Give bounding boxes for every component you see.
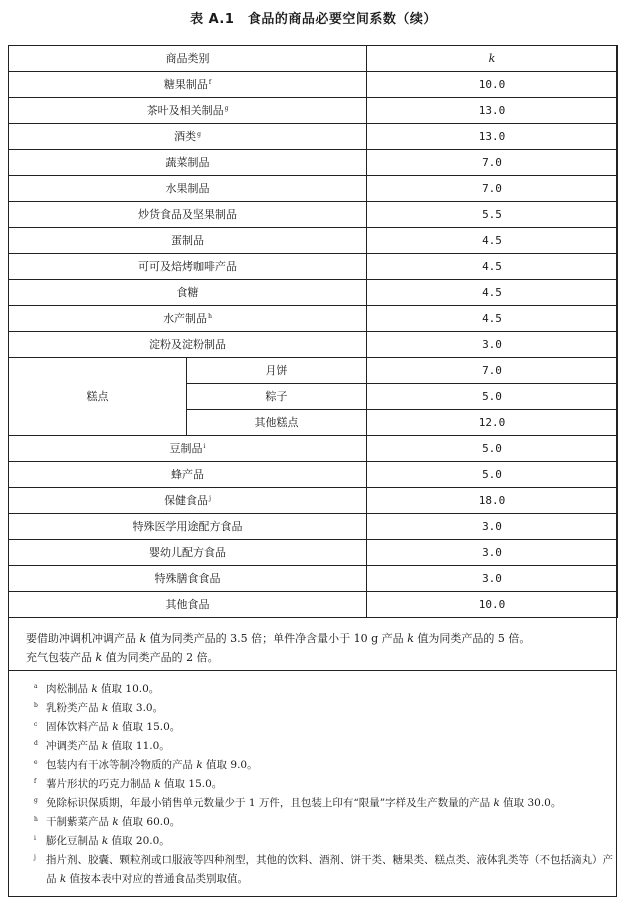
note-line-1: 要借助冲调机冲调产品 k 值为同类产品的 3.5 倍；单件净含量小于 10 g 产品 k 值为同类产品的 5 倍。 xyxy=(26,632,531,645)
k-value-cell-text: 12.0 xyxy=(478,415,506,429)
k-value-cell xyxy=(367,280,618,306)
footnote-item xyxy=(34,680,614,699)
footnote-mark: h xyxy=(34,816,38,823)
category-cell xyxy=(9,72,367,98)
k-value-cell-text: 3.0 xyxy=(482,519,502,533)
k-value-cell xyxy=(367,566,618,592)
k-value-cell-text: 5.0 xyxy=(482,441,502,455)
table-row xyxy=(9,514,618,540)
footnote-text: 值取 30.0。 xyxy=(499,797,562,809)
k-symbol: k xyxy=(196,759,203,771)
category-cell xyxy=(9,566,367,592)
k-value-cell xyxy=(367,436,618,462)
footnote-item xyxy=(34,832,614,851)
footnote-item xyxy=(34,813,614,832)
footnote-text: 免除标识保质期，年最小销售单元数量少于 1 万件，且包装上印有“限量”字样及生产数量的产品 xyxy=(46,797,494,809)
k-value-cell-text: 5.5 xyxy=(482,207,502,221)
k-symbol: k xyxy=(59,873,67,885)
footnote-item xyxy=(34,851,614,889)
footnote-mark: i xyxy=(34,835,36,842)
footnote-separator xyxy=(8,670,617,671)
k-value-cell xyxy=(367,358,618,384)
table-row xyxy=(9,124,618,150)
footnote-text: 值取 20.0。 xyxy=(108,835,170,847)
category-cell-text: 特殊医学用途配方食品 xyxy=(132,519,243,533)
subcategory-cell xyxy=(187,384,367,410)
subcategory-cell-text: 粽子 xyxy=(265,389,288,403)
table-row xyxy=(9,72,618,98)
footnote-item xyxy=(34,718,614,737)
k-value-cell-text: 5.0 xyxy=(482,389,502,403)
subcategory-cell xyxy=(187,410,367,436)
footnote-mark: f xyxy=(208,78,212,86)
table-row xyxy=(9,98,618,124)
k-value-cell xyxy=(367,332,618,358)
table-row xyxy=(9,176,618,202)
category-cell-text: 蛋制品 xyxy=(171,233,204,247)
table-row xyxy=(9,280,618,306)
footnote-text: 值取 60.0。 xyxy=(118,816,181,828)
category-cell-text: 豆制品 xyxy=(169,441,203,455)
k-value-cell xyxy=(367,98,618,124)
k-value-cell-text: 7.0 xyxy=(482,181,502,195)
k-value-cell xyxy=(367,228,618,254)
k-value-cell-text: 13.0 xyxy=(478,103,506,117)
footnote-text: 肉松制品 xyxy=(46,683,92,695)
k-value-cell xyxy=(367,592,618,618)
table-row xyxy=(9,332,618,358)
k-value-cell-text: 7.0 xyxy=(482,155,502,169)
footnote-mark: b xyxy=(34,702,38,709)
footnote-text: 值取 3.0。 xyxy=(108,702,164,714)
category-cell xyxy=(9,202,367,228)
k-value-cell xyxy=(367,462,618,488)
category-cell xyxy=(9,332,367,358)
footnote-text: 冲调类产品 xyxy=(46,740,102,752)
footnote-text: 值取 11.0。 xyxy=(108,740,170,752)
subcategory-cell-text: 其他糕点 xyxy=(254,415,299,429)
footnote-mark: g xyxy=(197,130,201,138)
category-cell xyxy=(9,254,367,280)
table-row xyxy=(9,306,618,332)
k-value-cell-text: 10.0 xyxy=(478,597,506,611)
footnote-mark: j xyxy=(34,854,36,861)
category-cell-text: 蔬菜制品 xyxy=(165,155,210,169)
k-value-cell-text: 4.5 xyxy=(482,259,502,273)
k-symbol: k xyxy=(101,835,109,847)
footnote-text: 值取 15.0。 xyxy=(160,778,223,790)
footnote-item xyxy=(34,737,614,756)
table-row xyxy=(9,254,618,280)
k-value-cell xyxy=(367,514,618,540)
table-title: 表 A.1 食品的商品必要空间系数（续） xyxy=(190,12,437,27)
header-category xyxy=(9,46,367,72)
k-symbol: k xyxy=(112,816,119,828)
k-symbol: k xyxy=(154,778,161,790)
category-cell-text: 食糖 xyxy=(176,285,199,299)
category-cell xyxy=(9,98,367,124)
category-cell xyxy=(9,436,367,462)
k-symbol: k xyxy=(101,702,109,714)
category-cell xyxy=(9,124,367,150)
category-cell xyxy=(9,150,367,176)
category-cell-text: 其他食品 xyxy=(165,597,210,611)
category-cell xyxy=(9,592,367,618)
k-symbol: k xyxy=(101,740,109,752)
category-cell-text: 糖果制品 xyxy=(163,77,208,91)
k-value-cell-text: 4.5 xyxy=(482,311,502,325)
footnote-item xyxy=(34,756,614,775)
k-value-cell-text: 5.0 xyxy=(482,467,502,481)
subcategory-cell-text: 月饼 xyxy=(265,363,288,377)
k-value-cell-text: 3.0 xyxy=(482,545,502,559)
category-cell xyxy=(9,280,367,306)
table-notes xyxy=(26,629,606,667)
header-k-text: k xyxy=(488,51,496,65)
k-value-cell xyxy=(367,410,618,436)
footnote-mark: j xyxy=(209,494,211,502)
footnote-text: 值取 10.0。 xyxy=(97,683,160,695)
footnote-item xyxy=(34,775,614,794)
table-row xyxy=(9,436,618,462)
table-row xyxy=(9,540,618,566)
category-cell-text: 淀粉及淀粉制品 xyxy=(149,337,226,351)
k-value-cell xyxy=(367,306,618,332)
footnote-text: 薯片形状的巧克力制品 xyxy=(46,778,155,790)
footnote-text: 值取 15.0。 xyxy=(118,721,181,733)
k-value-cell xyxy=(367,72,618,98)
k-value-cell-text: 7.0 xyxy=(482,363,502,377)
header-category-text: 商品类别 xyxy=(165,51,210,65)
footnote-mark: g xyxy=(224,104,229,112)
group-category-cell xyxy=(9,358,187,436)
footnote-text: 包装内有干冰等制冷物质的产品 xyxy=(46,759,197,771)
table-row xyxy=(9,358,618,384)
footnote-mark: i xyxy=(203,442,206,450)
k-value-cell-text: 10.0 xyxy=(478,77,506,91)
k-value-cell-text: 3.0 xyxy=(482,337,502,351)
table-row xyxy=(9,592,618,618)
category-cell xyxy=(9,514,367,540)
k-value-cell xyxy=(367,150,618,176)
category-cell xyxy=(9,540,367,566)
category-cell-text: 婴幼儿配方食品 xyxy=(149,545,226,559)
table-row xyxy=(9,150,618,176)
k-value-cell-text: 4.5 xyxy=(482,285,502,299)
k-value-cell-text: 18.0 xyxy=(478,493,506,507)
category-cell xyxy=(9,488,367,514)
category-cell-text: 酒类 xyxy=(174,129,197,143)
header-k xyxy=(367,46,618,72)
k-value-cell-text: 4.5 xyxy=(482,233,502,247)
footnote-text: 固体饮料产品 xyxy=(46,721,113,733)
k-value-cell-text: 13.0 xyxy=(478,129,506,143)
footnote-mark: a xyxy=(34,683,38,690)
footnote-mark: d xyxy=(34,740,38,747)
category-cell-text: 保健食品 xyxy=(164,493,209,507)
category-cell-text: 炒货食品及坚果制品 xyxy=(138,207,237,221)
category-cell xyxy=(9,306,367,332)
category-cell-text: 水产制品 xyxy=(163,311,208,325)
k-value-cell xyxy=(367,254,618,280)
k-value-cell xyxy=(367,124,618,150)
table-row xyxy=(9,228,618,254)
k-value-cell-text: 3.0 xyxy=(482,571,502,585)
category-cell-text: 茶叶及相关制品 xyxy=(146,103,224,117)
footnote-item xyxy=(34,699,614,718)
footnote-text: 乳粉类产品 xyxy=(46,702,102,714)
footnote-text: 值按本表中对应的普通食品类别取值。 xyxy=(66,873,249,885)
k-symbol: k xyxy=(91,683,98,695)
footnote-text: 膨化豆制品 xyxy=(46,835,102,847)
category-cell-text: 蜂产品 xyxy=(171,467,204,481)
group-category-cell-text: 糕点 xyxy=(86,389,109,403)
footnote-mark: f xyxy=(34,778,37,785)
footnote-mark: c xyxy=(34,721,38,728)
table-row xyxy=(9,462,618,488)
table-row xyxy=(9,202,618,228)
table-row xyxy=(9,488,618,514)
footnote-mark: e xyxy=(34,759,38,766)
category-cell xyxy=(9,462,367,488)
k-value-cell xyxy=(367,202,618,228)
subcategory-cell xyxy=(187,358,367,384)
k-value-cell xyxy=(367,488,618,514)
coefficient-table xyxy=(8,45,618,618)
footnote-item xyxy=(34,794,614,813)
k-symbol: k xyxy=(112,721,119,733)
category-cell-text: 水果制品 xyxy=(165,181,210,195)
footnote-text: 值取 9.0。 xyxy=(202,759,258,771)
k-symbol: k xyxy=(493,797,500,809)
category-cell xyxy=(9,176,367,202)
footnote-text: 指片剂、胶囊、颗粒剂或口服液等四种剂型，其他的饮料、酒剂、饼干类、糖果类、糕点类、液体乳类等（不包括滴丸）产品 xyxy=(46,854,613,885)
footnote-mark: h xyxy=(208,312,212,320)
k-value-cell xyxy=(367,384,618,410)
table-header-row xyxy=(9,46,618,72)
footnote-mark: g xyxy=(34,797,38,804)
footnotes xyxy=(34,680,614,889)
note-line-2: 充气包装产品 k 值为同类产品的 2 倍。 xyxy=(26,651,219,664)
category-cell-text: 可可及焙烤咖啡产品 xyxy=(138,259,237,273)
category-cell-text: 特殊膳食食品 xyxy=(154,571,221,585)
table-row xyxy=(9,566,618,592)
footnote-text: 干制紫菜产品 xyxy=(46,816,113,828)
k-value-cell xyxy=(367,540,618,566)
category-cell xyxy=(9,228,367,254)
k-value-cell xyxy=(367,176,618,202)
